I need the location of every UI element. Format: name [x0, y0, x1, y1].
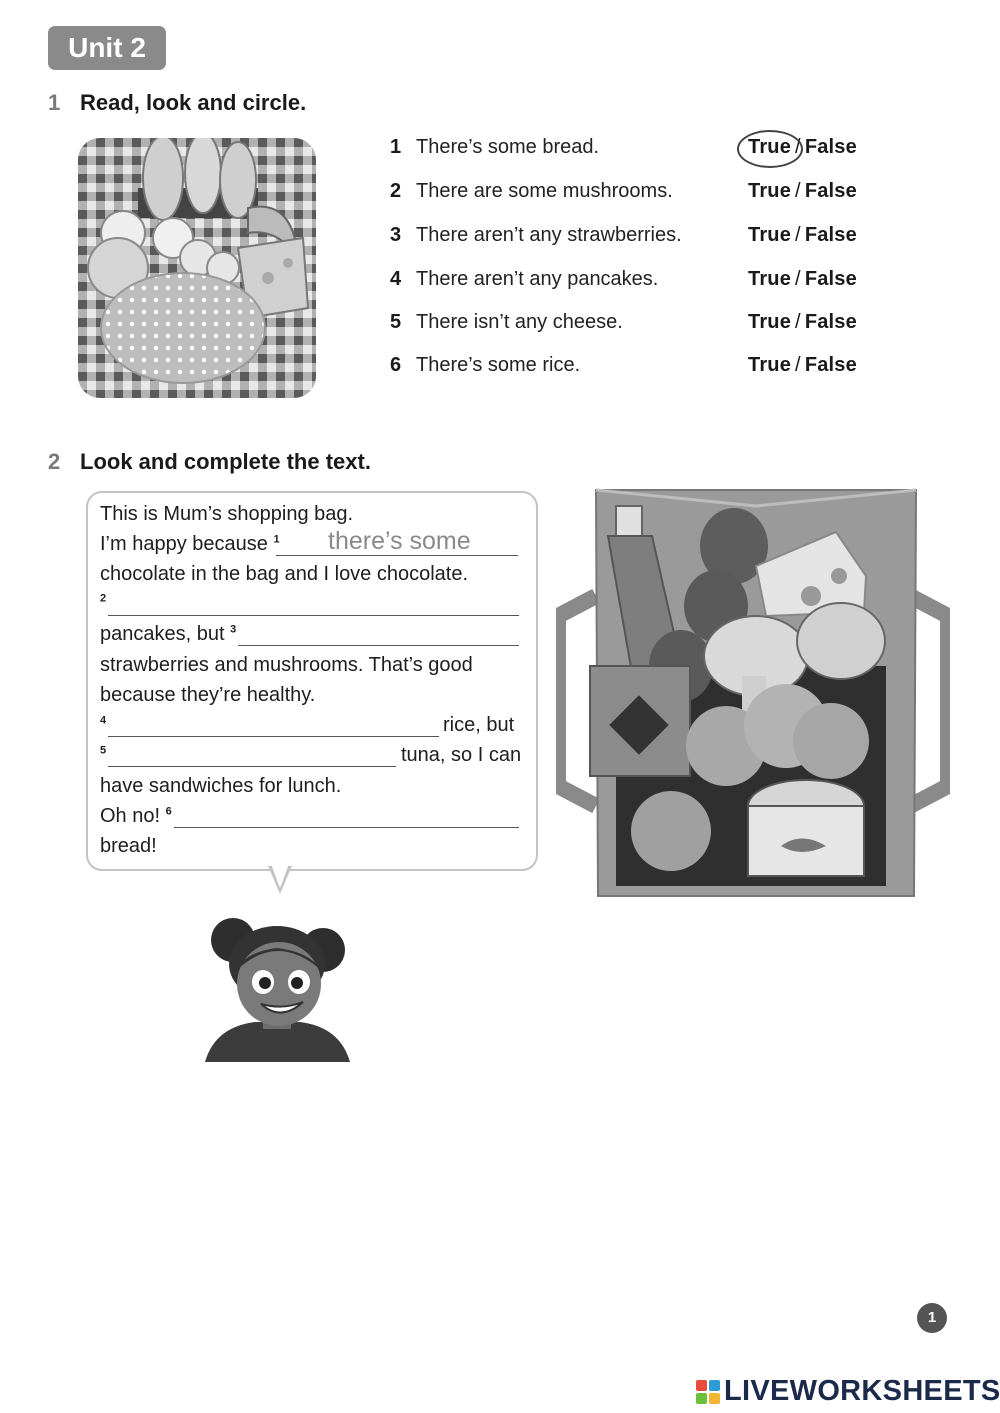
text-line-10: have sandwiches for lunch. [100, 775, 342, 797]
gap-number-6: 6 [165, 805, 172, 818]
exercise-2-title: Look and complete the text. [80, 449, 371, 474]
speech-bubble-tail-inner [271, 864, 289, 888]
brand-name: LIVEWORKSHEETS [724, 1375, 1000, 1407]
item-sentence: There isn’t any cheese. [416, 311, 623, 333]
text-line-8-end: rice, but [443, 714, 515, 736]
text-line-12: bread! [100, 835, 157, 857]
item-sentence: There’s some rice. [416, 354, 581, 376]
unit-badge: Unit 2 [48, 26, 166, 70]
text-line-4 [100, 592, 106, 615]
separator: / [795, 136, 801, 158]
girl-avatar [205, 912, 350, 1062]
item-number: 1 [390, 136, 402, 158]
list-item [390, 354, 870, 384]
text-line-9-end: tuna, so I can [401, 744, 522, 766]
item-number: 5 [390, 311, 402, 333]
separator: / [795, 224, 801, 246]
item-number: 3 [390, 224, 402, 246]
gap-number-5: 5 [100, 744, 107, 757]
exercise-1-number: 1 [48, 90, 61, 115]
text-line-1: This is Mum’s shopping bag. [100, 503, 354, 525]
true-false-choice [748, 180, 857, 203]
true-option[interactable]: True [748, 136, 792, 158]
separator: / [795, 180, 801, 202]
false-option[interactable]: False [804, 354, 857, 376]
false-option[interactable]: False [804, 224, 857, 246]
item-sentence: There aren’t any pancakes. [416, 268, 659, 290]
gap-number-1: 1 [273, 533, 280, 546]
separator: / [795, 354, 801, 376]
text-segment: I’m happy because [100, 533, 268, 555]
shopping-bag-illustration [556, 486, 950, 898]
true-option[interactable]: True [748, 180, 792, 202]
answer-input-4[interactable] [108, 736, 439, 737]
answer-input-2[interactable] [108, 615, 519, 616]
text-line-9 [100, 744, 106, 767]
text-line-2 [100, 533, 280, 556]
answer-1-value: there’s some [328, 527, 471, 555]
item-number: 2 [390, 180, 402, 202]
list-item [390, 136, 870, 166]
true-false-choice [748, 354, 857, 377]
item-number: 4 [390, 268, 402, 290]
gap-number-2: 2 [100, 592, 107, 605]
true-option[interactable]: True [748, 268, 792, 290]
item-sentence: There aren’t any strawberries. [416, 224, 682, 246]
text-line-11 [100, 805, 172, 828]
separator: / [795, 268, 801, 290]
true-false-choice [748, 268, 857, 291]
item-number: 6 [390, 354, 402, 376]
text-line-7: because they’re healthy. [100, 684, 316, 706]
true-false-choice [748, 224, 857, 247]
false-option[interactable]: False [804, 180, 857, 202]
list-item [390, 224, 870, 254]
true-option[interactable]: True [748, 311, 792, 333]
text-segment: pancakes, but [100, 623, 225, 645]
page-number: 1 [917, 1303, 947, 1333]
brand-icon [696, 1380, 720, 1404]
false-option[interactable]: False [804, 268, 857, 290]
picnic-food-illustration [78, 138, 316, 398]
false-option[interactable]: False [804, 136, 857, 158]
text-line-8 [100, 714, 106, 737]
text-line-6: strawberries and mushrooms. That’s good [100, 654, 473, 676]
true-false-choice [748, 136, 857, 159]
false-option[interactable]: False [804, 311, 857, 333]
gap-number-3: 3 [230, 623, 237, 636]
list-item [390, 311, 870, 341]
text-segment: Oh no! [100, 805, 161, 827]
true-false-choice [748, 311, 857, 334]
separator: / [795, 311, 801, 333]
item-sentence: There are some mushrooms. [416, 180, 673, 202]
exercise-2-number: 2 [48, 449, 61, 474]
text-line-3: chocolate in the bag and I love chocolate. [100, 563, 469, 585]
list-item [390, 268, 870, 298]
list-item [390, 180, 870, 210]
exercise-1-title: Read, look and circle. [80, 90, 307, 115]
item-sentence: There’s some bread. [416, 136, 600, 158]
answer-input-3[interactable] [238, 645, 519, 646]
true-option[interactable]: True [748, 224, 792, 246]
true-option[interactable]: True [748, 354, 792, 376]
answer-input-5[interactable] [108, 766, 396, 767]
text-line-5 [100, 623, 236, 646]
gap-number-4: 4 [100, 714, 107, 727]
answer-input-6[interactable] [174, 827, 519, 828]
